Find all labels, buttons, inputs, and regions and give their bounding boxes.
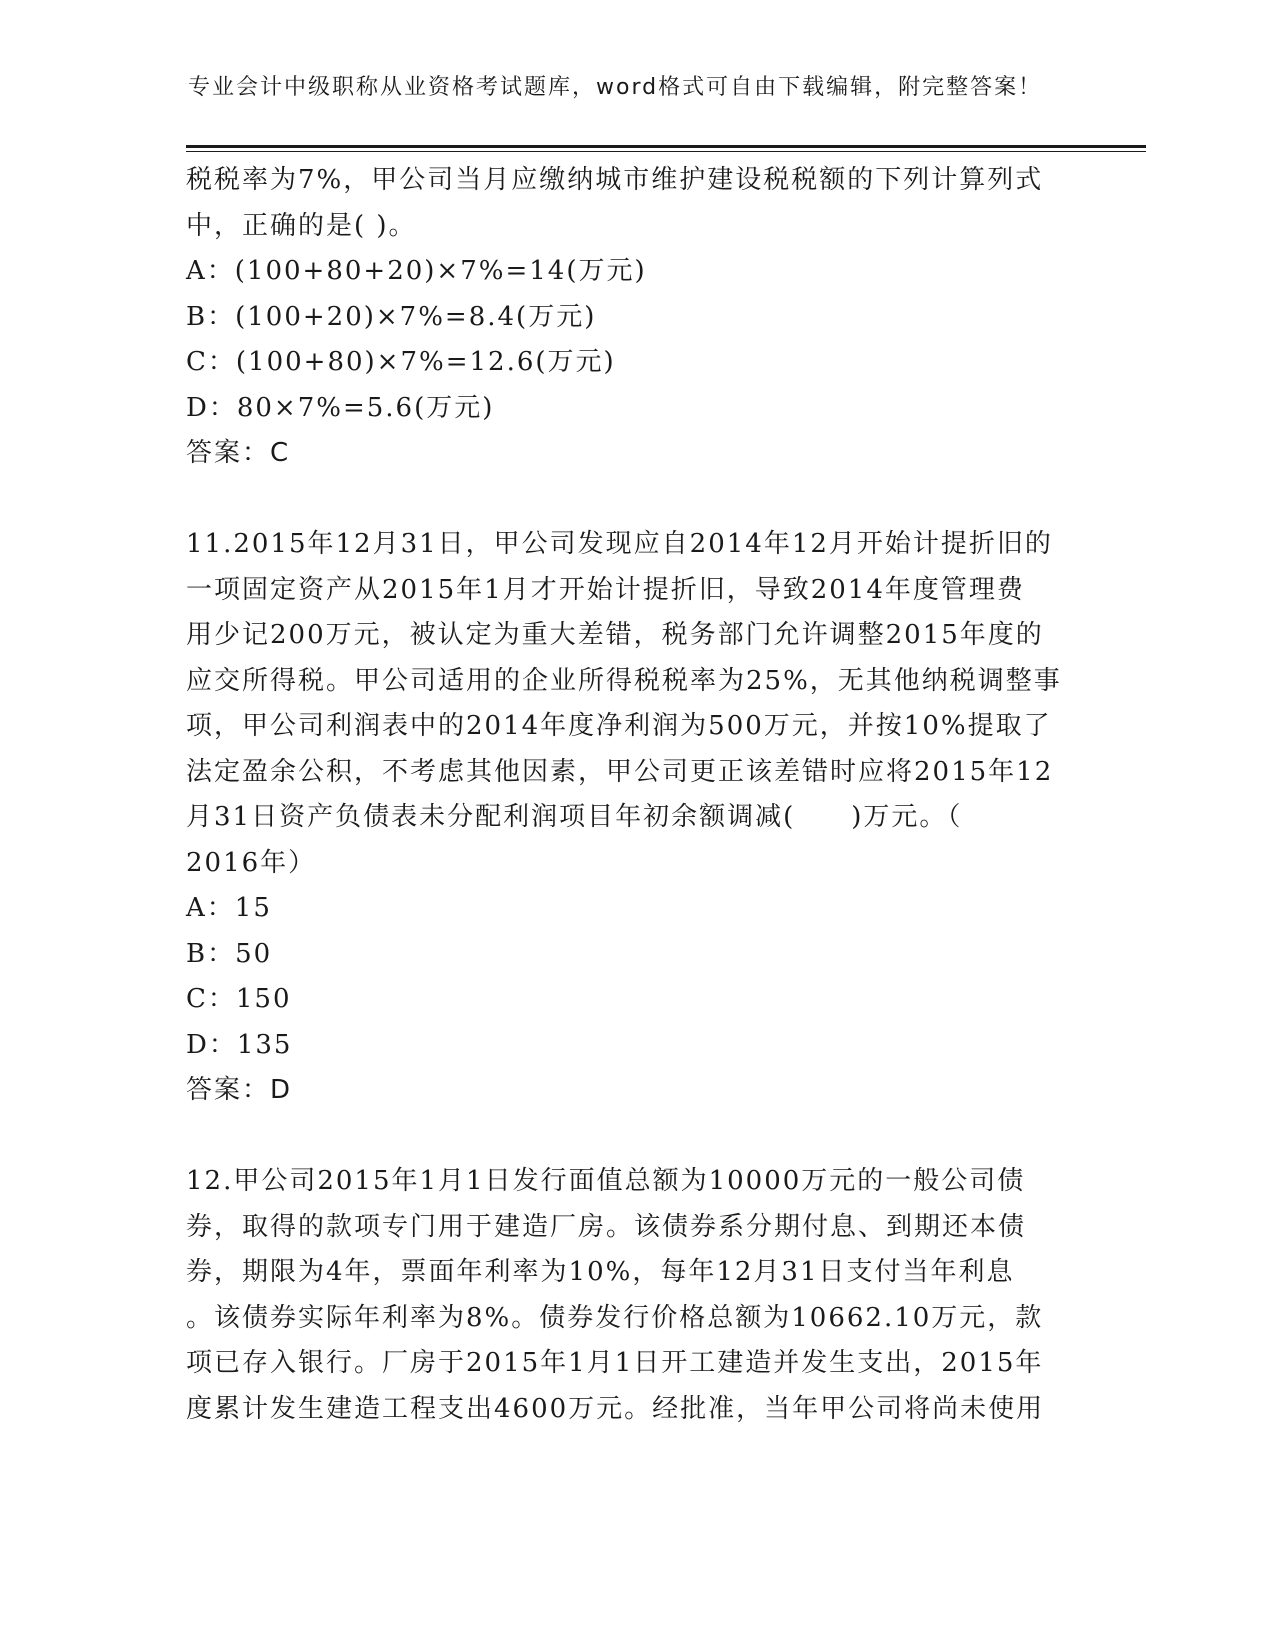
answer: 答案：D (186, 1075, 293, 1105)
header-rule-thin (186, 151, 1146, 152)
answer: 答案：C (186, 438, 291, 468)
option-a: A：(100+80+20)×7%=14(万元) (186, 256, 647, 286)
question-line: 券，取得的款项专门用于建造厂房。该债券系分期付息、到期还本债 (186, 1211, 1027, 1242)
option-a: A：15 (186, 893, 272, 923)
question-line: 一项固定资产从2015年1月才开始计提折旧，导致2014年度管理费 (186, 574, 1025, 605)
question-line: 券，期限为4年，票面年利率为10%，每年12月31日支付当年利息 (186, 1257, 1015, 1287)
question-line: 用少记200万元，被认定为重大差错，税务部门允许调整2015年度的 (186, 620, 1044, 650)
question-line: 度累计发生建造工程支出4600万元。经批准，当年甲公司将尚未使用 (186, 1393, 1045, 1424)
question-line: 法定盈余公积，不考虑其他因素，甲公司更正该差错时应将2015年12 (186, 756, 1054, 787)
spacer (186, 477, 1086, 523)
question-line: 税税率为7%，甲公司当月应缴纳城市维护建设税税额的下列计算列式 (186, 165, 1044, 195)
option-d: D：135 (186, 1029, 293, 1060)
question-line: 中，正确的是( )。 (186, 210, 417, 241)
question-line: 2016年） (186, 847, 317, 878)
document-body (186, 158, 1086, 1432)
question-line: 项，甲公司利润表中的2014年度净利润为500万元，并按10%提取了 (186, 711, 1052, 741)
option-c: C：(100+80)×7%=12.6(万元) (186, 347, 616, 377)
option-d: D：80×7%=5.6(万元) (186, 392, 495, 423)
spacer (186, 1114, 1086, 1160)
header-rule-thick (186, 145, 1146, 148)
question-line: 11.2015年12月31日，甲公司发现应自2014年12月开始计提折旧的 (186, 529, 1053, 559)
question-line: 月31日资产负债表未分配利润项目年初余额调减( )万元。（ (186, 802, 963, 832)
question-line: 应交所得税。甲公司适用的企业所得税税率为25%，无其他纳税调整事 (186, 665, 1062, 696)
question-line: 12.甲公司2015年1月1日发行面值总额为10000万元的一般公司债 (186, 1166, 1026, 1196)
page-header: 专业会计中级职称从业资格考试题库，word格式可自由下载编辑，附完整答案！ (188, 75, 1043, 100)
question-line: 。该债券实际年利率为8%。债券发行价格总额为10662.10万元，款 (186, 1302, 1044, 1333)
option-c: C：150 (186, 984, 292, 1014)
question-line: 项已存入银行。厂房于2015年1月1日开工建造并发生支出，2015年 (186, 1348, 1044, 1378)
option-b: B：(100+20)×7%=8.4(万元) (186, 301, 597, 332)
option-b: B：50 (186, 938, 273, 969)
